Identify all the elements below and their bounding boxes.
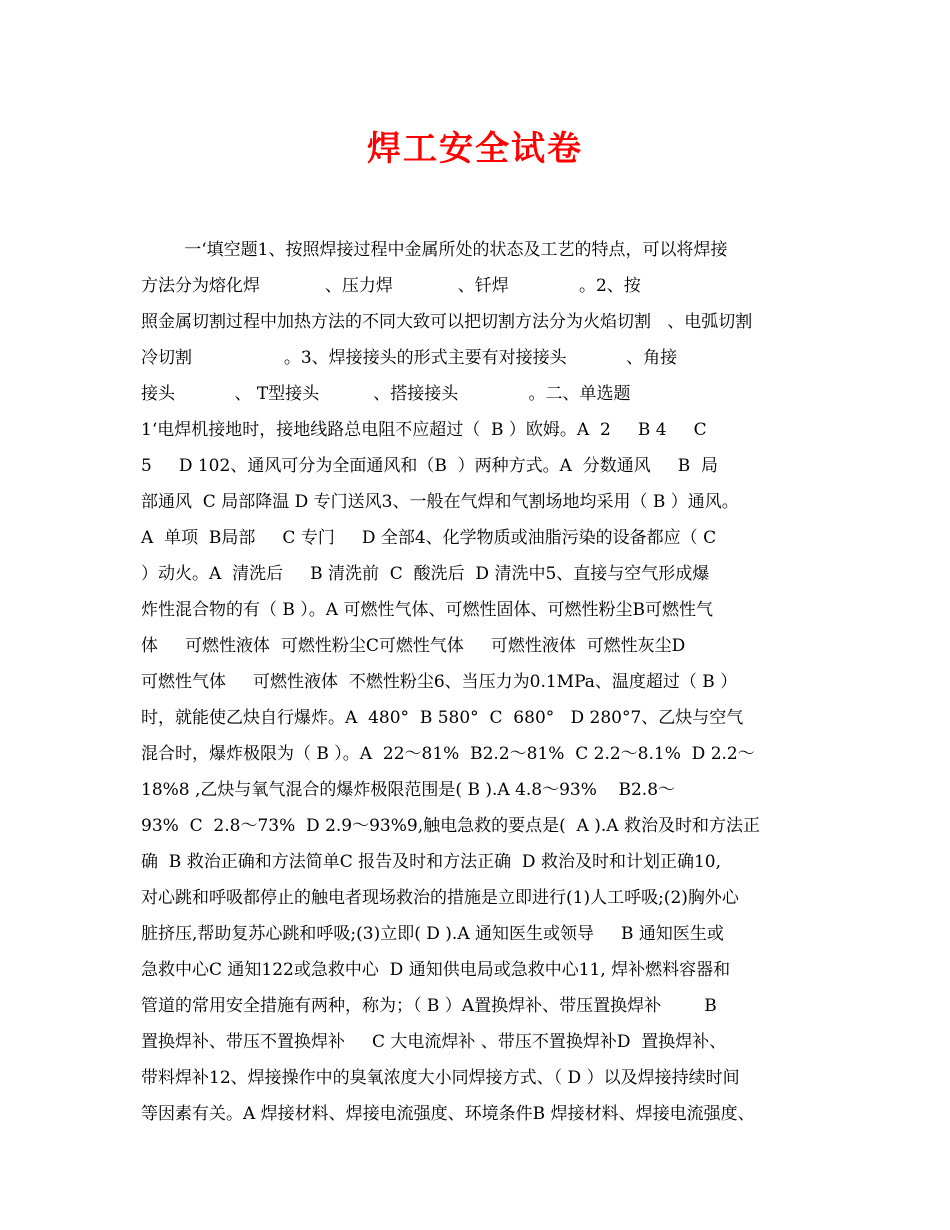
text-line: 体 可燃性液体 可燃性粉尘C可燃性气体 可燃性液体 可燃性灰尘D — [141, 636, 686, 656]
text-line: 可燃性气体 可燃性液体 不燃性粉尘6、当压力为0.1MPa、温度超过（ B ） — [141, 672, 738, 692]
text-line: 方法分为熔化焊 、压力焊 、钎焊 。2、按 — [141, 276, 641, 296]
text-line: 炸性混合物的有（ B ）。A 可燃性气体、可燃性固体、可燃性粉尘B可燃性气 — [141, 600, 713, 620]
text-line: 照金属切割过程中加热方法的不同大致可以把切割方法分为火焰切割 、电弧切割 — [141, 312, 753, 332]
text-line: 等因素有关。A 焊接材料、焊接电流强度、环境条件B 焊接材料、焊接电流强度、 — [141, 1104, 755, 1124]
text-line: 确 B 救治正确和方法简单C 报告及时和方法正确 D 救治及时和计划正确10, — [141, 852, 721, 872]
text-line: ）动火。A 清洗后 B 清洗前 C 酸洗后 D 清洗中5、直接与空气形成爆 — [141, 564, 710, 584]
text-line: 5 D 102、通风可分为全面通风和（B ）两种方式。A 分数通风 B 局 — [141, 456, 719, 476]
text-line: 管道的常用安全措施有两种，称为；（ B ）A置换焊补、带压置换焊补 B — [141, 996, 717, 1016]
text-line: 带料焊补12、焊接操作中的臭氧浓度大小同焊接方式、（ D ）以及焊接持续时间 — [141, 1068, 740, 1088]
text-line: 一‘填空题1、按照焊接过程中金属所处的状态及工艺的特点，可以将焊接 — [141, 240, 728, 260]
text-line: 急救中心C 通知122或急救中心 D 通知供电局或急救中心11, 焊补燃料容器和 — [141, 960, 731, 980]
document-title: 焊工安全试卷 — [367, 129, 583, 169]
document-body — [141, 232, 816, 1132]
text-line: 置换焊补、带压不置换焊补 C 大电流焊补 、带压不置换焊补D 置换焊补、 — [141, 1032, 727, 1052]
text-line: 部通风 C 局部降温 D 专门送风3、一般在气焊和气割场地均采用（ B ）通风。 — [141, 492, 739, 512]
text-line: 冷切割 。3、焊接接头的形式主要有对接接头 、角接 — [141, 348, 678, 368]
text-line: 混合时，爆炸极限为（ B ）。A 22～81% B2.2～81% C 2.2～8.1% D 2.2～ — [141, 744, 755, 764]
text-line: 18%8 ,乙炔与氧气混合的爆炸极限范围是( B ).A 4.8～93% B2.8～ — [141, 780, 676, 800]
text-line: 接头 、 T型接头 、搭接接头 。二、单选题 — [141, 384, 631, 404]
text-line: 时，就能使乙炔自行爆炸。A 480° B 580° C 680° D 280°7、乙炔与空气 — [141, 708, 744, 728]
text-line: 1‘电焊机接地时，接地线路总电阻不应超过（ B ）欧姆。A 2 B 4 C — [141, 420, 707, 440]
text-line: 脏挤压,帮助复苏心跳和呼吸;(3)立即( D ).A 通知医生或领导 B 通知医生或 — [141, 924, 724, 944]
text-line: 93% C 2.8～73% D 2.9～93%9,触电急救的要点是( A ).A 救治及时和方法正 — [141, 816, 760, 836]
text-line: 对心跳和呼吸都停止的触电者现场救治的措施是立即进行(1)人工呼吸;(2)胸外心 — [141, 888, 739, 908]
text-line: A 单项 B局部 C 专门 D 全部4、化学物质或油脂污染的设备都应（ C — [141, 528, 717, 548]
